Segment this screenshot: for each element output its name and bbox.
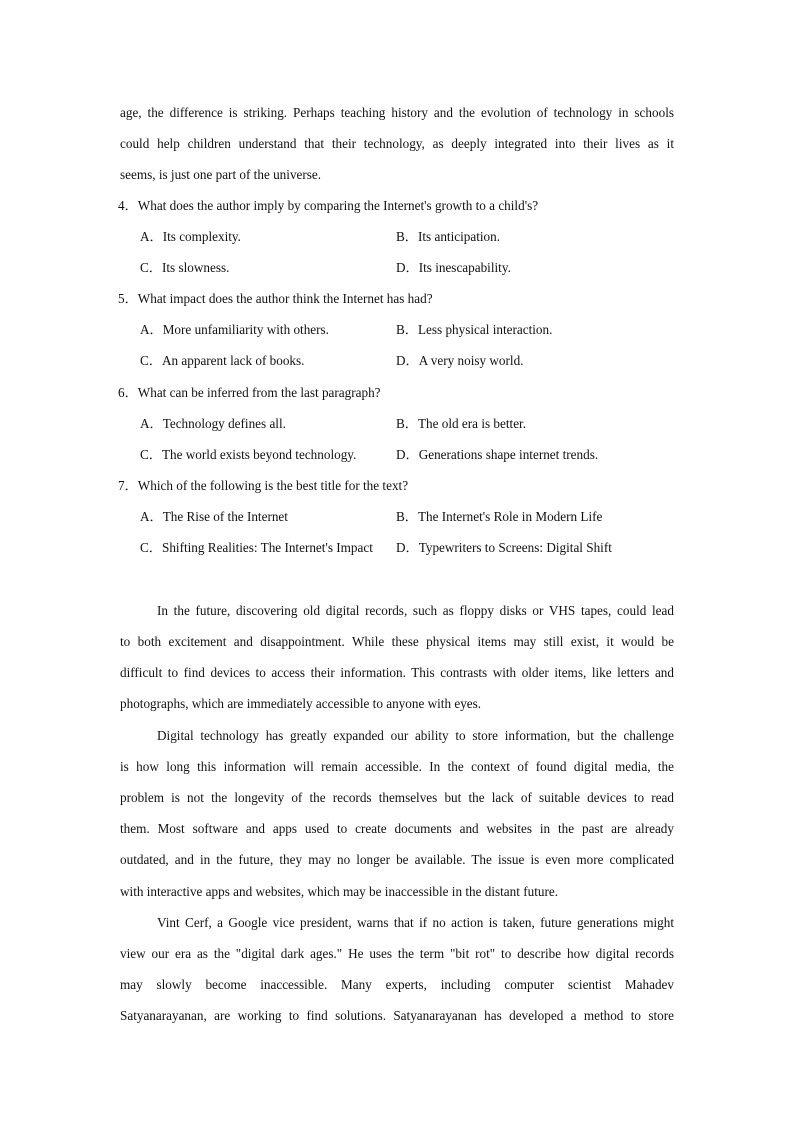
option-b[interactable]: B．Its anticipation. [396,229,501,244]
passage-line: difficult to find devices to access their information. This contrasts with older items, like letters and [120,665,674,680]
passage-line: problem is not the longevity of the records themselves but the lack of suitable devices to read [120,790,674,805]
option-b[interactable]: B．The old era is better. [396,416,527,431]
option-c[interactable]: C．Its slowness. [140,260,230,275]
passage-line: photographs, which are immediately accessible to anyone with eyes. [120,696,482,711]
option-a[interactable]: A．More unfamiliarity with others. [140,322,329,337]
passage-line: outdated, and in the future, they may no longer be available. The issue is even more complicated [120,852,674,867]
option-a[interactable]: A．The Rise of the Internet [140,509,288,524]
option-a[interactable]: A．Technology defines all. [140,416,286,431]
passage-line: Vint Cerf, a Google vice president, warns that if no action is taken, future generations might [157,915,674,930]
intro-line: seems, is just one part of the universe. [120,167,322,182]
intro-line: could help children understand that their technology, as deeply integrated into their lives as it [120,136,674,151]
question-stem: 6．What can be inferred from the last paragraph? [118,385,381,400]
option-d[interactable]: D．Its inescapability. [396,260,511,275]
option-a[interactable]: A．Its complexity. [140,229,241,244]
passage-line: may slowly become inaccessible. Many experts, including computer scientist Mahadev [120,977,674,992]
passage-line: with interactive apps and websites, which may be inaccessible in the distant future. [120,884,558,899]
option-d[interactable]: D．Typewriters to Screens: Digital Shift [396,540,612,555]
option-b[interactable]: B．The Internet's Role in Modern Life [396,509,603,524]
passage-line: In the future, discovering old digital records, such as floppy disks or VHS tapes, could lead [157,603,674,618]
passage-line: view our era as the "digital dark ages." He uses the term "bit rot" to describe how digital records [120,946,674,961]
question-stem: 7．Which of the following is the best title for the text? [118,478,409,493]
option-c[interactable]: C．The world exists beyond technology. [140,447,357,462]
option-d[interactable]: D．Generations shape internet trends. [396,447,599,462]
passage-line: Digital technology has greatly expanded our ability to store information, but the challenge [157,728,674,743]
option-d[interactable]: D．A very noisy world. [396,353,524,368]
passage-line: to both excitement and disappointment. While these physical items may still exist, it would be [120,634,674,649]
option-c[interactable]: C．An apparent lack of books. [140,353,305,368]
passage-line: is how long this information will remain accessible. In the context of found digital media, the [120,759,674,774]
option-c[interactable]: C．Shifting Realities: The Internet's Impact [140,540,373,555]
passage-line: them. Most software and apps used to create documents and websites in the past are already [120,821,674,836]
option-b[interactable]: B．Less physical interaction. [396,322,553,337]
question-stem: 5．What impact does the author think the Internet has had? [118,291,433,306]
intro-line: age, the difference is striking. Perhaps teaching history and the evolution of technology in schools [120,105,674,120]
question-stem: 4．What does the author imply by comparing the Internet's growth to a child's? [118,198,539,213]
passage-line: Satyanarayanan, are working to find solutions. Satyanarayanan has developed a method to store [120,1008,674,1023]
